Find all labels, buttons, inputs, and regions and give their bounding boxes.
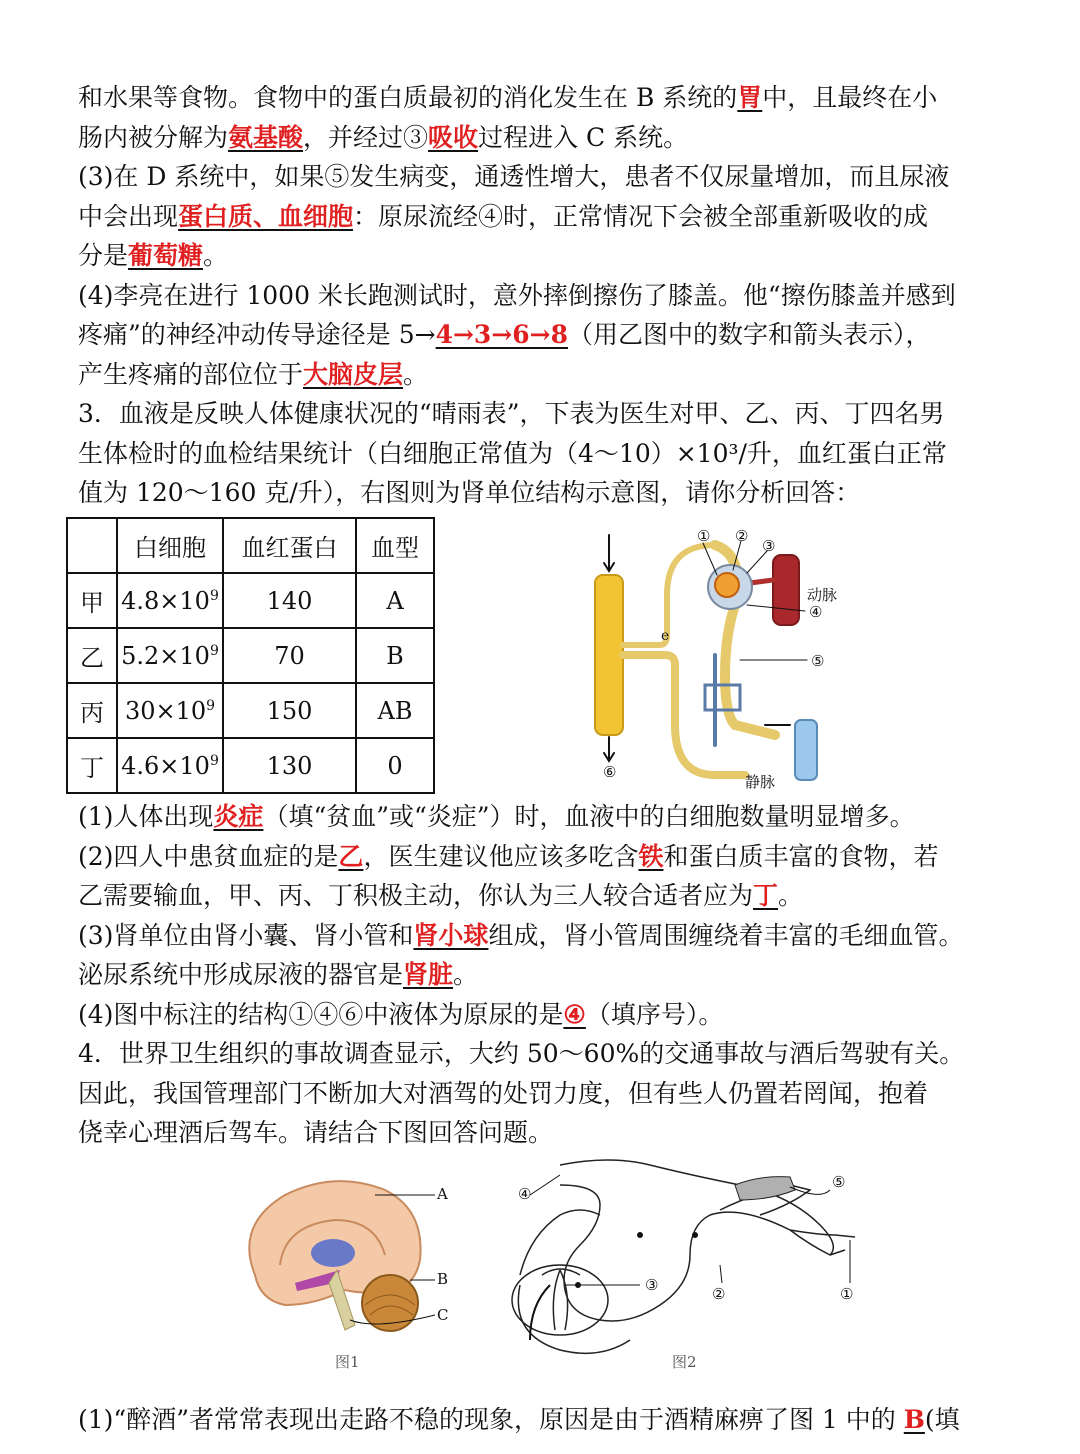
question-text: 组成，肾小管周围缠绕着丰富的毛细血管。 bbox=[488, 920, 964, 950]
answer-text: 炎症 bbox=[213, 802, 264, 831]
question-text: 。 bbox=[403, 359, 429, 389]
nephron-label-4: ④ bbox=[809, 603, 823, 621]
nephron-label-3: ③ bbox=[762, 537, 776, 555]
text-line bbox=[78, 1113, 1008, 1153]
reflex-arc-figure bbox=[490, 1155, 870, 1380]
text-line bbox=[78, 876, 1008, 916]
table-header-row bbox=[67, 518, 434, 573]
wbc-cell: $4.8\times 10^9$ bbox=[117, 573, 223, 628]
text-line bbox=[78, 236, 1008, 276]
question-text: (3)在 D 系统中，如果⑤发生病变，通透性增大，患者不仅尿量增加，而且尿液 bbox=[78, 162, 950, 191]
text-line bbox=[78, 355, 1008, 395]
type-cell: B bbox=[356, 628, 434, 683]
question-text: 和水果等食物。食物中的蛋白质最初的消化发生在 B 系统的 bbox=[78, 83, 738, 112]
nephron-label-1: ① bbox=[697, 527, 711, 545]
fig1-caption: 图1 bbox=[335, 1353, 360, 1371]
question-text: 分是 bbox=[78, 241, 129, 270]
vein-label: 静脉 bbox=[745, 773, 776, 791]
nephron-label-5: ⑤ bbox=[811, 652, 825, 670]
fig1-label-a: A bbox=[437, 1185, 448, 1203]
question-text: （用乙图中的数字和箭头表示）， bbox=[568, 320, 931, 349]
hb-cell: 70 bbox=[223, 628, 356, 683]
text-block-middle bbox=[78, 797, 1008, 1153]
text-line bbox=[78, 955, 1008, 995]
question-text: (3)肾单位由肾小囊、肾小管和 bbox=[78, 920, 414, 950]
table-row bbox=[67, 738, 434, 793]
question-text: (2)四人中患贫血症的是 bbox=[78, 841, 339, 871]
row-name: 乙 bbox=[67, 628, 117, 683]
nephron-label-6: ⑥ bbox=[603, 763, 617, 781]
question-text: 侥幸心理酒后驾车。请结合下图回答问题。 bbox=[78, 1118, 554, 1147]
wbc-cell: $4.6\times 10^9$ bbox=[117, 738, 223, 793]
question-text: 中，且最终在小 bbox=[762, 83, 938, 112]
table-header-cell: 血红蛋白 bbox=[223, 518, 356, 573]
text-line bbox=[78, 995, 1008, 1035]
nephron-label-e: e bbox=[661, 628, 670, 644]
question-text: 产生疼痛的部位位于 bbox=[78, 359, 304, 389]
question-text: （填序号）。 bbox=[585, 999, 724, 1029]
answer-text: 蛋白质、血细胞 bbox=[178, 201, 354, 231]
question-text: ：原尿流经④时，正常情况下会被全部重新吸收的成 bbox=[353, 201, 929, 231]
fig2-label-2: ② bbox=[712, 1285, 726, 1303]
question-text: 和蛋白质丰富的食物，若 bbox=[663, 841, 939, 871]
artery-label: 动脉 bbox=[807, 586, 838, 604]
type-cell: 0 bbox=[356, 738, 434, 793]
text-line bbox=[78, 837, 1008, 877]
answer-text: ④ bbox=[563, 999, 586, 1029]
question-text: 。 bbox=[453, 960, 479, 989]
question-text: 因此，我国管理部门不断加大对酒驾的处罚力度，但有些人仍置若罔闻，抱着 bbox=[78, 1078, 929, 1108]
answer-text: 胃 bbox=[737, 83, 763, 112]
fig2-label-5: ⑤ bbox=[832, 1173, 846, 1191]
question-text: 生体检时的血检结果统计（白细胞正常值为（4～10）×10³/升，血红蛋白正常 bbox=[78, 438, 947, 468]
fig2-label-4: ④ bbox=[518, 1185, 532, 1203]
question-text: 。 bbox=[203, 241, 229, 270]
answer-text: 肾脏 bbox=[403, 960, 454, 989]
fig2-label-1: ① bbox=[840, 1285, 854, 1303]
fig2-label-3: ③ bbox=[645, 1276, 659, 1294]
question-text: (1)“醉酒”者常常表现出走路不稳的现象，原因是由于酒精麻痹了图 1 中的 bbox=[78, 1405, 904, 1434]
row-name: 丙 bbox=[67, 683, 117, 738]
blood-test-table bbox=[66, 517, 435, 794]
answer-text: 葡萄糖 bbox=[128, 241, 204, 270]
row-name: 丁 bbox=[67, 738, 117, 793]
text-line bbox=[78, 394, 1008, 434]
text-line bbox=[78, 434, 1008, 474]
row-name: 甲 bbox=[67, 573, 117, 628]
text-line bbox=[78, 157, 1008, 197]
answer-text: 乙 bbox=[338, 841, 364, 871]
table-header-cell: 血型 bbox=[356, 518, 434, 573]
brain-figure bbox=[225, 1165, 465, 1375]
text-line bbox=[78, 1074, 1008, 1114]
answer-text: 肾小球 bbox=[413, 920, 489, 950]
fig2-caption: 图2 bbox=[672, 1353, 697, 1371]
answer-text: 丁 bbox=[753, 881, 779, 910]
type-cell: AB bbox=[356, 683, 434, 738]
hb-cell: 140 bbox=[223, 573, 356, 628]
wbc-cell: $5.2\times 10^9$ bbox=[117, 628, 223, 683]
question-text: 4．世界卫生组织的事故调查显示，大约 50～60%的交通事故与酒后驾驶有关。 bbox=[78, 1039, 965, 1068]
text-line bbox=[78, 473, 1008, 513]
type-cell: A bbox=[356, 573, 434, 628]
fig1-label-b: B bbox=[437, 1270, 449, 1288]
text-line bbox=[78, 118, 1008, 158]
nephron-label-2: ② bbox=[735, 527, 749, 545]
table-row bbox=[67, 683, 434, 738]
question-text: 乙需要输血，甲、丙、丁积极主动，你认为三人较合适者应为 bbox=[78, 881, 754, 910]
table-header-cell bbox=[67, 518, 117, 573]
text-line bbox=[78, 916, 1008, 956]
text-line bbox=[78, 1034, 1008, 1074]
text-line bbox=[78, 197, 1008, 237]
text-line bbox=[78, 78, 1008, 118]
table-header-cell: 白细胞 bbox=[117, 518, 223, 573]
answer-text: 氨基酸 bbox=[228, 122, 304, 152]
text-line bbox=[78, 315, 1008, 355]
question-text: 肠内被分解为 bbox=[78, 122, 229, 152]
table-row bbox=[67, 573, 434, 628]
question-text: (4)李亮在进行 1000 米长跑测试时，意外摔倒擦伤了膝盖。他“擦伤膝盖并感到 bbox=[78, 280, 956, 310]
fig1-label-c: C bbox=[437, 1306, 449, 1324]
question-text: 。 bbox=[778, 881, 804, 910]
question-text: （填“贫血”或“炎症”）时，血液中的白细胞数量明显增多。 bbox=[263, 802, 915, 831]
question-text: 3．血液是反映人体健康状况的“晴雨表”，下表为医生对甲、乙、丙、丁四名男 bbox=[78, 399, 945, 428]
answer-text: 大脑皮层 bbox=[303, 359, 404, 389]
question-text: 泌尿系统中形成尿液的器官是 bbox=[78, 960, 404, 989]
text-block-bottom bbox=[78, 1400, 1008, 1440]
question-text: ，医生建议他应该多吃含 bbox=[363, 841, 639, 871]
wbc-cell: $30\times 10^9$ bbox=[117, 683, 223, 738]
answer-text: 4→3→6→8 bbox=[435, 320, 569, 349]
text-line bbox=[78, 276, 1008, 316]
answer-text: 吸收 bbox=[428, 122, 479, 152]
question-text: (1)人体出现 bbox=[78, 802, 214, 831]
text-line bbox=[78, 1400, 1008, 1440]
answer-text: 铁 bbox=[638, 841, 664, 871]
text-line bbox=[78, 797, 1008, 837]
question-text: (4)图中标注的结构①④⑥中液体为原尿的是 bbox=[78, 999, 564, 1029]
answer-text: B bbox=[903, 1405, 925, 1434]
hb-cell: 130 bbox=[223, 738, 356, 793]
table-row bbox=[67, 628, 434, 683]
question-text: (填 bbox=[924, 1405, 960, 1434]
hb-cell: 150 bbox=[223, 683, 356, 738]
question-text: ，并经过③ bbox=[303, 122, 429, 152]
text-block-top bbox=[78, 78, 1008, 513]
question-text: 值为 120～160 克/升），右图则为肾单位结构示意图，请你分析回答： bbox=[78, 478, 861, 507]
question-text: 疼痛”的神经冲动传导途径是 5→ bbox=[78, 320, 436, 349]
question-text: 过程进入 C 系统。 bbox=[478, 122, 689, 152]
question-text: 中会出现 bbox=[78, 201, 179, 231]
nephron-diagram bbox=[575, 525, 845, 795]
